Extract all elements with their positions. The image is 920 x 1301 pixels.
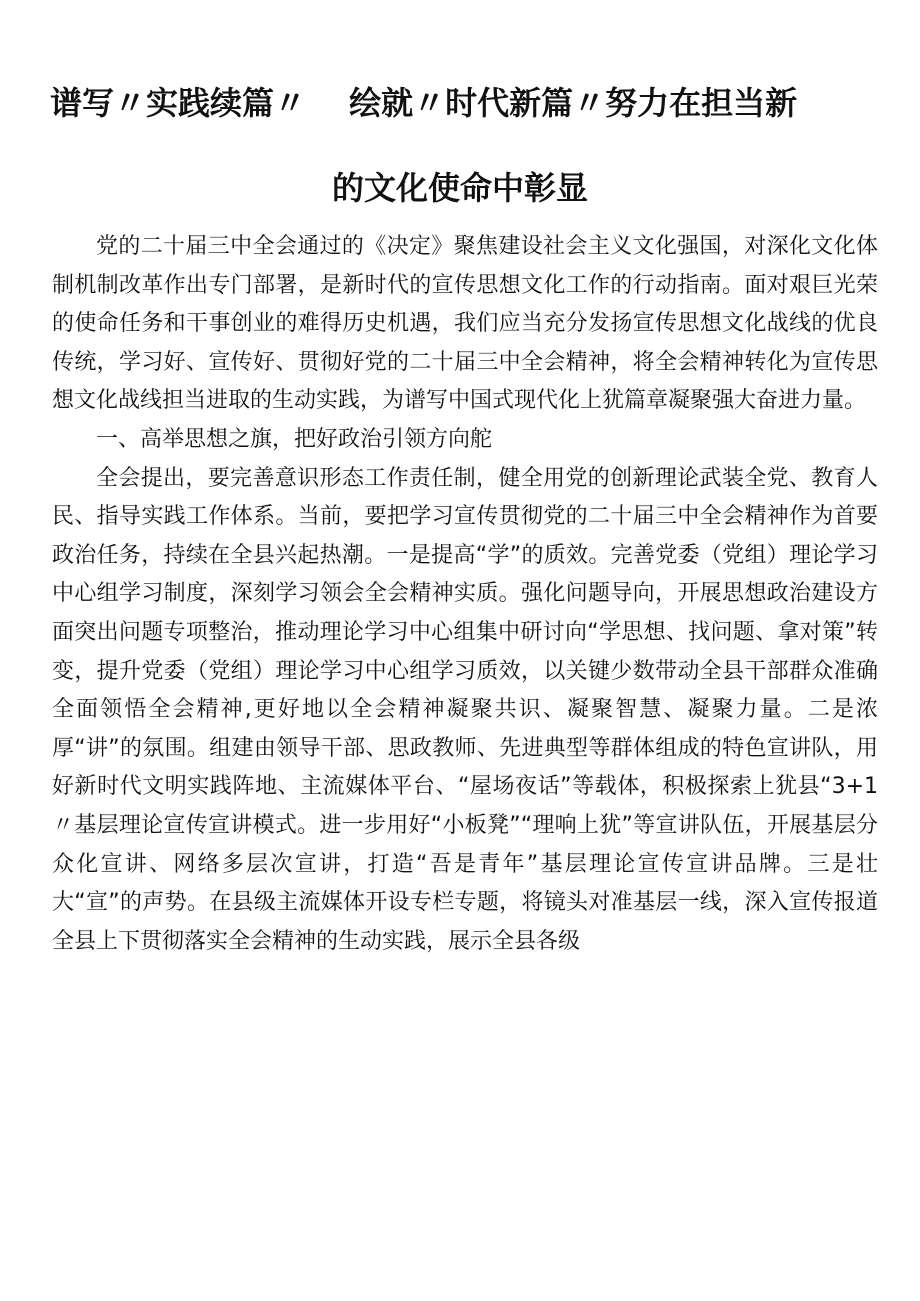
document-title-line-2: 的文化使命中彰显 — [331, 169, 588, 207]
section-heading-1: 一、高举思想之旗，把好政治引领方向舵 — [96, 426, 493, 452]
paragraph-intro: 党的二十届三中全会通过的《决定》聚焦建设社会主义文化强国，对深化文化体制机制改革作出专门部署，是新时代的宣传思想文化工作的行动指南。面对艰巨光荣的使命任务和干事创业的难得历史机遇，我们应当充分发扬宣传思想文化战线的优良传统，学习好、宣传好、贯彻好党的二十届三中全会精神，将全会精神转化为宣传思想文化战线担当进取的生动实践，为谱写中国式现代化上犹篇章凝聚强大奋进力量。 — [52, 234, 878, 414]
paragraph-section-1: 全会提出，要完善意识形态工作责任制，健全用党的创新理论武装全党、教育人民、指导实践工作体系。当前，要把学习宣传贯彻党的二十届三中全会精神作为首要政治任务，持续在全县兴起热潮。一是提高“学”的质效。完善党委（党组）理论学习中心组学习制度，深刻学习领会全会精神实质。强化问题导向，开展思想政治建设方面突出问题专项整治，推动理论学习中心组集中研讨向“学思想、找问题、拿对策”转变，提升党委（党组）理论学习中心组学习质效，以关键少数带动全县干部群众准确全面领悟全会精神,更好地以全会精神凝聚共识、凝聚智慧、凝聚力量。二是浓厚“讲”的氛围。组建由领导干部、思政教师、先进典型等群体组成的特色宣讲队，用好新时代文明实践阵地、主流媒体平台、“屋场夜话”等载体，积极探索上犹县“3+1〃基层理论宣传宣讲模式。进一步用好“小板凳”“理响上犹”等宣讲队伍，开展基层分众化宣讲、网络多层次宣讲，打造“吾是青年”基层理论宣传宣讲品牌。三是壮大“宣”的声势。在县级主流媒体开设专栏专题，将镜头对准基层一线，深入宣传报道全县上下贯彻落实全会精神的生动实践，展示全县各级 — [52, 465, 878, 954]
document-title-line-1: 谱写〃实践续篇〃 绘就〃时代新篇〃努力在担当新 — [50, 84, 798, 122]
document-body — [52, 228, 878, 961]
